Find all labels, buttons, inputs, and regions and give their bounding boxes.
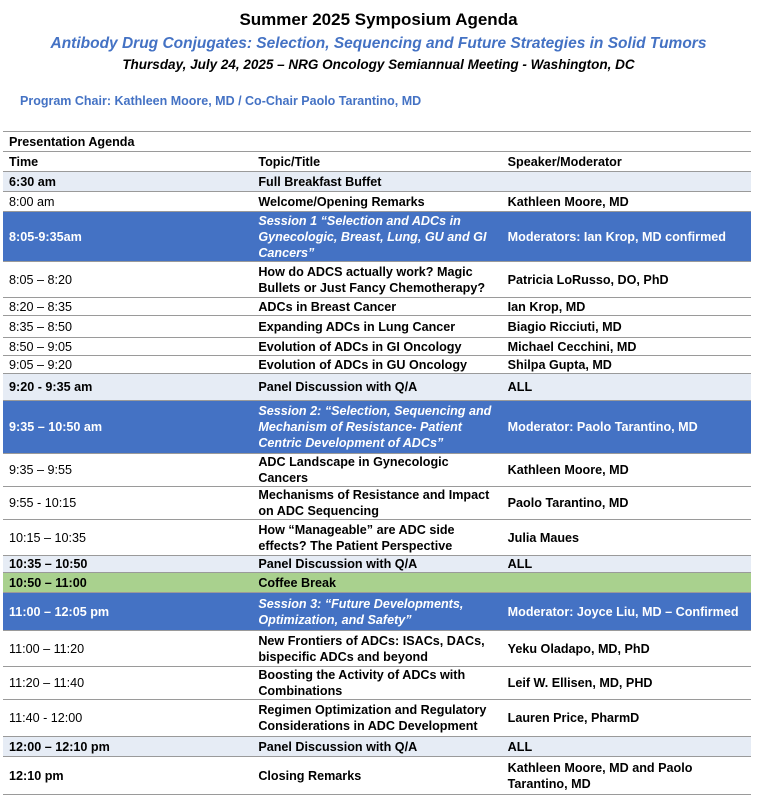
cell-topic: Welcome/Opening Remarks — [252, 192, 501, 212]
column-header-time: Time — [3, 152, 252, 172]
table-row — [3, 737, 751, 757]
cell-speaker: Kathleen Moore, MD — [502, 192, 751, 212]
cell-time: 11:00 – 11:20 — [3, 631, 252, 667]
cell-speaker — [502, 172, 751, 192]
cell-speaker — [502, 573, 751, 593]
table-row — [3, 454, 751, 487]
cell-time: 11:20 – 11:40 — [3, 667, 252, 700]
cell-time: 8:50 – 9:05 — [3, 338, 252, 356]
cell-topic: Mechanisms of Resistance and Impact on ADC Sequencing — [252, 487, 501, 520]
table-row — [3, 757, 751, 795]
cell-speaker: ALL — [502, 737, 751, 757]
cell-topic: Expanding ADCs in Lung Cancer — [252, 316, 501, 338]
table-row — [3, 487, 751, 520]
table-header-row — [3, 152, 751, 172]
cell-time: 6:30 am — [3, 172, 252, 192]
cell-time: 8:20 – 8:35 — [3, 298, 252, 316]
column-header-topic: Topic/Title — [252, 152, 501, 172]
cell-speaker: Yeku Oladapo, MD, PhD — [502, 631, 751, 667]
agenda-subtitle: Antibody Drug Conjugates: Selection, Sequencing and Future Strategies in Solid Tumors — [50, 35, 707, 52]
cell-speaker: Biagio Ricciuti, MD — [502, 316, 751, 338]
cell-time: 11:00 – 12:05 pm — [3, 593, 252, 631]
table-row — [3, 520, 751, 556]
cell-speaker: Julia Maues — [502, 520, 751, 556]
cell-time: 12:00 – 12:10 pm — [3, 737, 252, 757]
cell-time: 10:50 – 11:00 — [3, 573, 252, 593]
cell-topic: How “Manageable” are ADC side effects? The Patient Perspective — [252, 520, 501, 556]
cell-time: 8:05 – 8:20 — [3, 262, 252, 298]
table-row — [3, 374, 751, 401]
cell-speaker: ALL — [502, 374, 751, 401]
cell-topic: Session 3: “Future Developments, Optimization, and Safety” — [252, 593, 501, 631]
cell-topic: Full Breakfast Buffet — [252, 172, 501, 192]
table-row — [3, 631, 751, 667]
table-row — [3, 192, 751, 212]
cell-time: 9:55 - 10:15 — [3, 487, 252, 520]
table-caption: Presentation Agenda — [3, 132, 751, 152]
table-row — [3, 338, 751, 356]
cell-speaker: Moderator: Joyce Liu, MD – Confirmed — [502, 593, 751, 631]
table-row — [3, 573, 751, 593]
cell-time: 10:35 – 10:50 — [3, 556, 252, 573]
cell-time: 9:05 – 9:20 — [3, 356, 252, 374]
cell-speaker: Moderator: Paolo Tarantino, MD — [502, 401, 751, 454]
cell-topic: How do ADCS actually work? Magic Bullets or Just Fancy Chemotherapy? — [252, 262, 501, 298]
session-row — [3, 212, 751, 262]
cell-topic: Evolution of ADCs in GI Oncology — [252, 338, 501, 356]
cell-speaker: Moderators: Ian Krop, MD confirmed — [502, 212, 751, 262]
cell-topic: Panel Discussion with Q/A — [252, 374, 501, 401]
cell-topic: New Frontiers of ADCs: ISACs, DACs, bispecific ADCs and beyond — [252, 631, 501, 667]
cell-topic: Session 2: “Selection, Sequencing and Mechanism of Resistance- Patient Centric Development of ADCs” — [252, 401, 501, 454]
cell-time: 9:35 – 10:50 am — [3, 401, 252, 454]
table-row — [3, 356, 751, 374]
cell-speaker: Leif W. Ellisen, MD, PHD — [502, 667, 751, 700]
table-row — [3, 316, 751, 338]
table-caption-row — [3, 132, 751, 152]
cell-topic: Coffee Break — [252, 573, 501, 593]
cell-topic: Boosting the Activity of ADCs with Combinations — [252, 667, 501, 700]
cell-topic: Panel Discussion with Q/A — [252, 556, 501, 573]
cell-time: 11:40 - 12:00 — [3, 700, 252, 737]
table-row — [3, 172, 751, 192]
cell-topic: Closing Remarks — [252, 757, 501, 795]
cell-speaker: Michael Cecchini, MD — [502, 338, 751, 356]
cell-speaker: Lauren Price, PharmD — [502, 700, 751, 737]
cell-speaker: Paolo Tarantino, MD — [502, 487, 751, 520]
cell-time: 8:05-9:35am — [3, 212, 252, 262]
cell-topic: Regimen Optimization and Regulatory Considerations in ADC Development — [252, 700, 501, 737]
cell-speaker: Ian Krop, MD — [502, 298, 751, 316]
cell-time: 9:20 - 9:35 am — [3, 374, 252, 401]
program-chairs: Program Chair: Kathleen Moore, MD / Co-Chair Paolo Tarantino, MD — [20, 94, 422, 108]
cell-speaker: Shilpa Gupta, MD — [502, 356, 751, 374]
table-row — [3, 298, 751, 316]
table-row — [3, 556, 751, 573]
table-row — [3, 667, 751, 700]
session-row — [3, 401, 751, 454]
cell-time: 10:15 – 10:35 — [3, 520, 252, 556]
cell-topic: Evolution of ADCs in GU Oncology — [252, 356, 501, 374]
event-dateline: Thursday, July 24, 2025 – NRG Oncology Semiannual Meeting - Washington, DC — [122, 57, 635, 72]
cell-speaker: Kathleen Moore, MD — [502, 454, 751, 487]
cell-speaker: ALL — [502, 556, 751, 573]
session-row — [3, 593, 751, 631]
agenda-table — [3, 131, 751, 795]
cell-topic: Panel Discussion with Q/A — [252, 737, 501, 757]
cell-time: 8:00 am — [3, 192, 252, 212]
table-row — [3, 262, 751, 298]
table-row — [3, 700, 751, 737]
cell-topic: ADC Landscape in Gynecologic Cancers — [252, 454, 501, 487]
cell-time: 8:35 – 8:50 — [3, 316, 252, 338]
column-header-speaker: Speaker/Moderator — [502, 152, 751, 172]
cell-speaker: Kathleen Moore, MD and Paolo Tarantino, MD — [502, 757, 751, 795]
agenda-title: Summer 2025 Symposium Agenda — [239, 10, 518, 29]
cell-topic: ADCs in Breast Cancer — [252, 298, 501, 316]
cell-topic: Session 1 “Selection and ADCs in Gynecologic, Breast, Lung, GU and GI Cancers” — [252, 212, 501, 262]
cell-time: 12:10 pm — [3, 757, 252, 795]
cell-speaker: Patricia LoRusso, DO, PhD — [502, 262, 751, 298]
cell-time: 9:35 – 9:55 — [3, 454, 252, 487]
